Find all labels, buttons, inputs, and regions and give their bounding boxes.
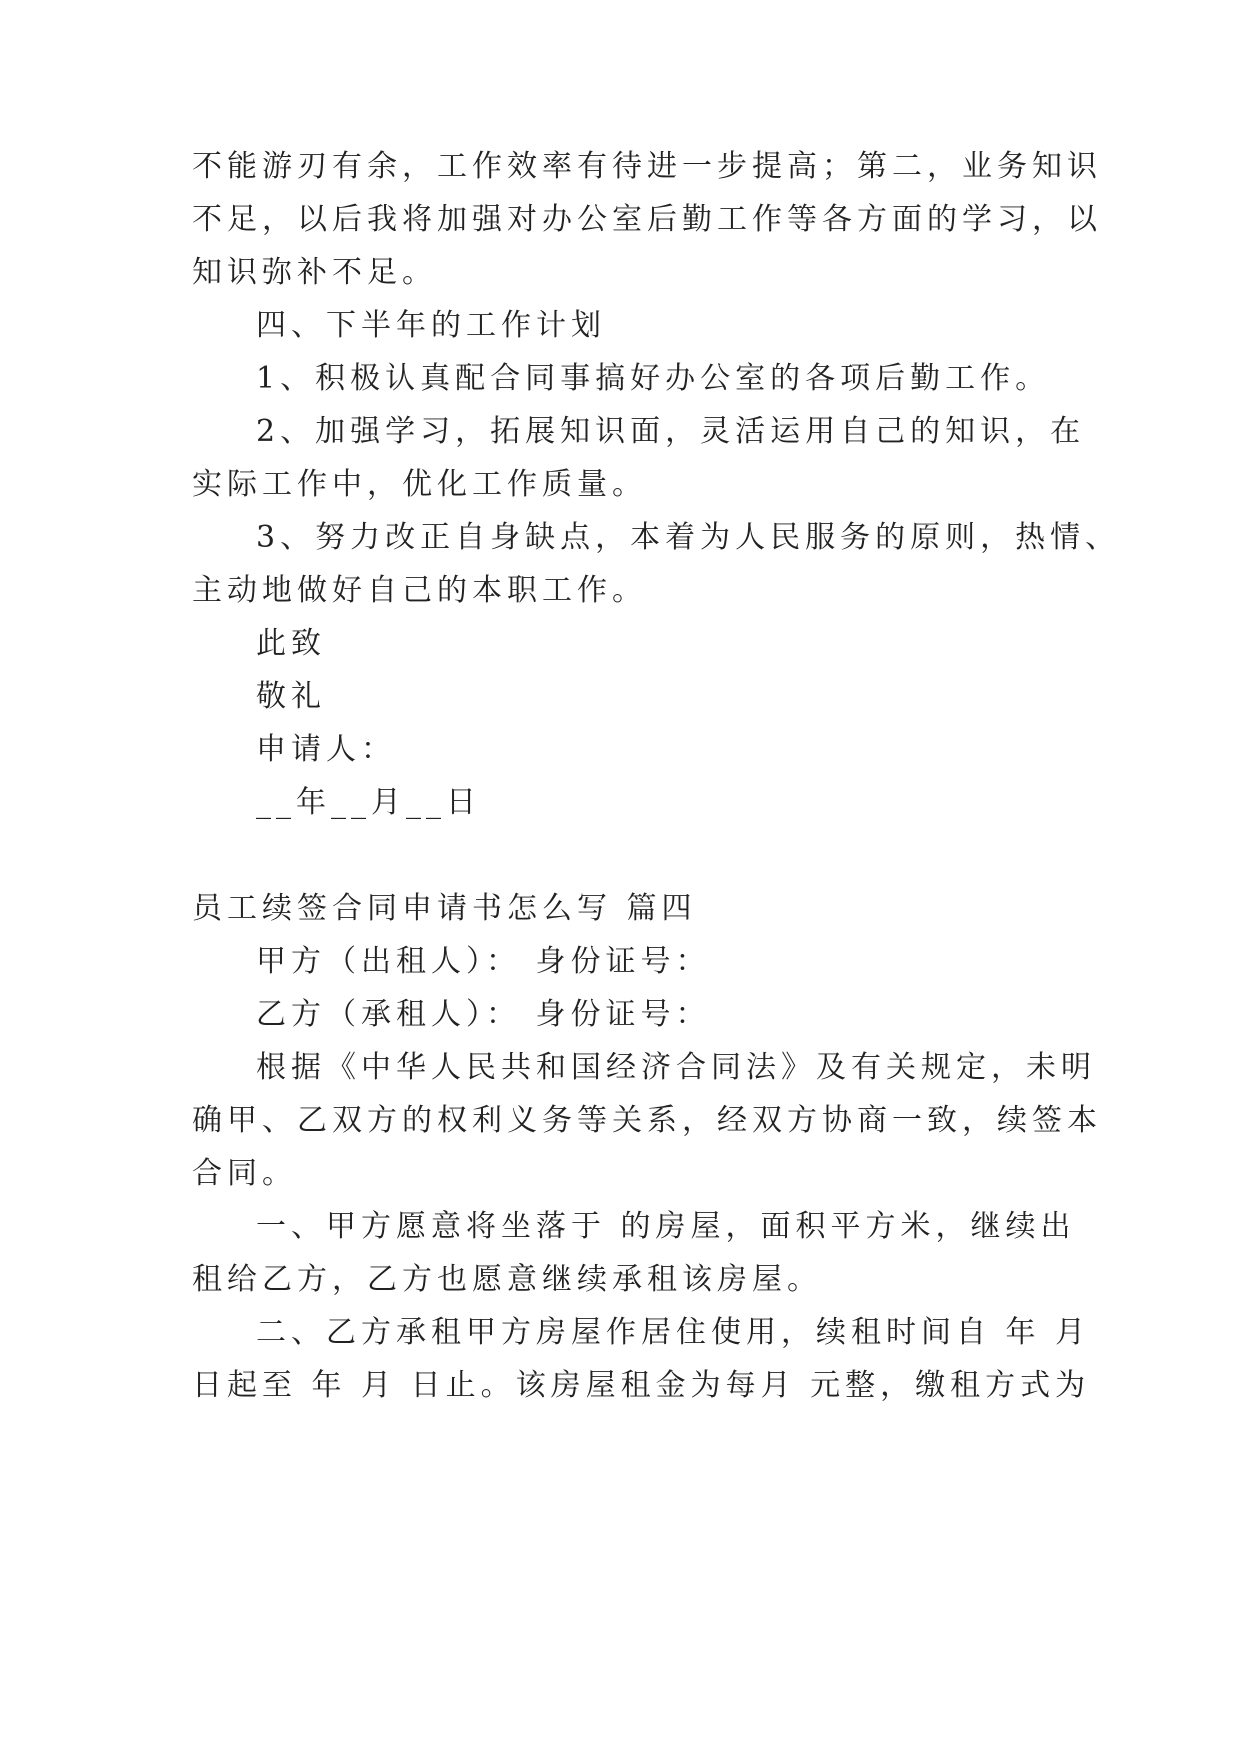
text-line: 知识弥补不足。: [192, 255, 437, 290]
party-line: 甲方（出租人）： 身份证号：: [256, 944, 711, 979]
date-line: __年__月__日: [256, 785, 481, 820]
closing-line: 此致: [256, 626, 326, 661]
text-line: 根据《中华人民共和国经济合同法》及有关规定，未明: [256, 1050, 1096, 1085]
text-line: 不能游刃有余，工作效率有待进一步提高；第二，业务知识: [192, 149, 1102, 184]
clause-line: 二、乙方承租甲方房屋作居住使用，续租时间自 年 月: [256, 1315, 1091, 1350]
section-heading: 四、下半年的工作计划: [256, 308, 606, 343]
closing-line: 敬礼: [256, 679, 326, 714]
text-line: 合同。: [192, 1156, 297, 1191]
clause-line: 一、甲方愿意将坐落于 的房屋，面积平方米，继续出: [256, 1209, 1076, 1244]
text-line: 主动地做好自己的本职工作。: [192, 573, 647, 608]
text-line: 确甲、乙双方的权利义务等关系，经双方协商一致，续签本: [192, 1103, 1102, 1138]
party-line: 乙方（承租人）： 身份证号：: [256, 997, 711, 1032]
list-item: 2、加强学习，拓展知识面，灵活运用自己的知识，在: [256, 414, 1086, 449]
text-line: 不足，以后我将加强对办公室后勤工作等各方面的学习，以: [192, 202, 1102, 237]
applicant-line: 申请人：: [256, 732, 396, 767]
section-title: 员工续签合同申请书怎么写 篇四: [192, 891, 697, 926]
list-item: 1、积极认真配合同事搞好办公室的各项后勤工作。: [256, 361, 1051, 396]
list-item: 3、努力改正自身缺点，本着为人民服务的原则，热情、: [256, 520, 1121, 555]
text-line: 日起至 年 月 日止。该房屋租金为每月 元整，缴租方式为: [192, 1368, 1091, 1403]
text-line: 实际工作中，优化工作质量。: [192, 467, 647, 502]
text-line: 租给乙方，乙方也愿意继续承租该房屋。: [192, 1262, 822, 1297]
